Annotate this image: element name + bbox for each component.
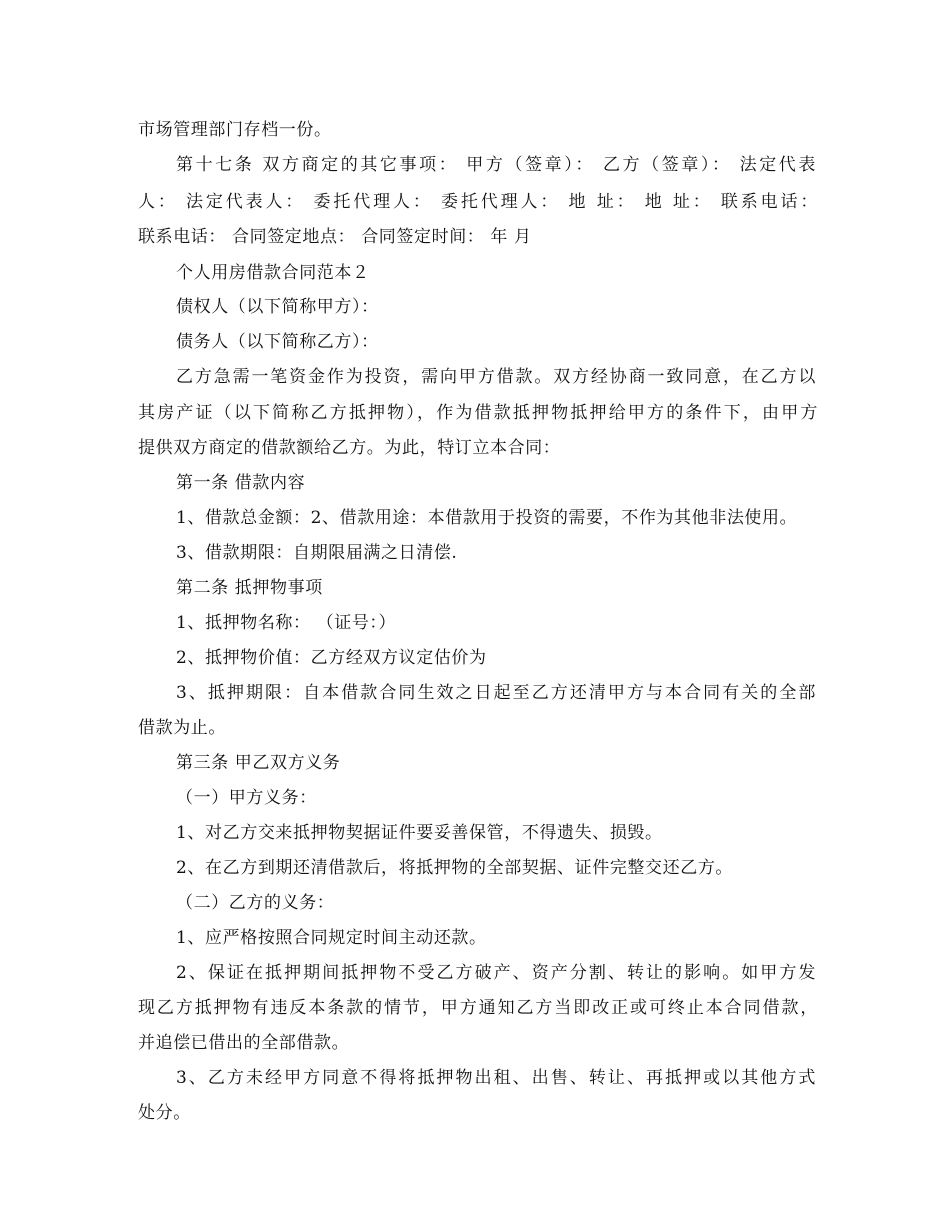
text-line: 1、借款总金额：2、借款用途：本借款用于投资的需要，不作为其他非法使用。 xyxy=(176,508,798,528)
text-line: 联系电话： 合同签定地点： 合同签定时间： 年 月 xyxy=(138,227,532,247)
text-line: 市场管理部门存档一份。 xyxy=(138,120,332,140)
text-line: （二）乙方的义务： xyxy=(176,893,335,913)
text-line: 提供双方商定的借款额给乙方。为此，特订立本合同： xyxy=(138,438,561,458)
section-heading: 第三条 甲乙双方义务 xyxy=(176,753,341,773)
text-line: 乙方急需一笔资金作为投资，需向甲方借款。双方经协商一致同意，在乙方以 xyxy=(176,367,816,387)
text-line: 1、对乙方交来抵押物契据证件要妥善保管，不得遗失、损毁。 xyxy=(176,823,663,843)
text-line: 2、在乙方到期还清借款后，将抵押物的全部契据、证件完整交还乙方。 xyxy=(176,858,734,878)
subtitle: 个人用房借款合同范本２ xyxy=(176,263,370,283)
text-line: 现乙方抵押物有违反本条款的情节，甲方通知乙方当即改正或可终止本合同借款， xyxy=(138,998,818,1018)
text-line: （一）甲方义务： xyxy=(176,788,317,808)
text-line: 处分。 xyxy=(138,1103,191,1123)
section-heading: 第一条 借款内容 xyxy=(176,473,306,493)
text-line: 债务人（以下简称乙方）： xyxy=(176,332,379,352)
text-line: 并追偿已借出的全部借款。 xyxy=(138,1033,350,1053)
text-line: 1、抵押物名称： （证号：） xyxy=(176,613,397,633)
text-line: 3、借款期限：自期限届满之日清偿. xyxy=(176,543,458,563)
text-line: 第十七条 双方商定的其它事项： 甲方（签章）： 乙方（签章）： 法定代表 xyxy=(176,155,816,175)
text-line: 人： 法定代表人： 委托代理人： 委托代理人： 地 址： 地 址： 联系电话： xyxy=(138,192,818,212)
text-line: 借款为止。 xyxy=(138,718,226,738)
text-line: 3、乙方未经甲方同意不得将抵押物出租、出售、转让、再抵押或以其他方式 xyxy=(176,1068,816,1088)
text-line: 3、抵押期限：自本借款合同生效之日起至乙方还清甲方与本合同有关的全部 xyxy=(176,683,816,703)
text-line: 1、应严格按照合同规定时间主动还款。 xyxy=(176,928,487,948)
text-line: 其房产证（以下简称乙方抵押物），作为借款抵押物抵押给甲方的条件下，由甲方 xyxy=(138,403,818,423)
text-line: 2、保证在抵押期间抵押物不受乙方破产、资产分割、转让的影响。如甲方发 xyxy=(176,963,816,983)
section-heading: 第二条 抵押物事项 xyxy=(176,578,323,598)
text-line: 债权人（以下简称甲方）： xyxy=(176,297,379,317)
text-line: 2、抵押物价值：乙方经双方议定估价为 xyxy=(176,648,487,668)
